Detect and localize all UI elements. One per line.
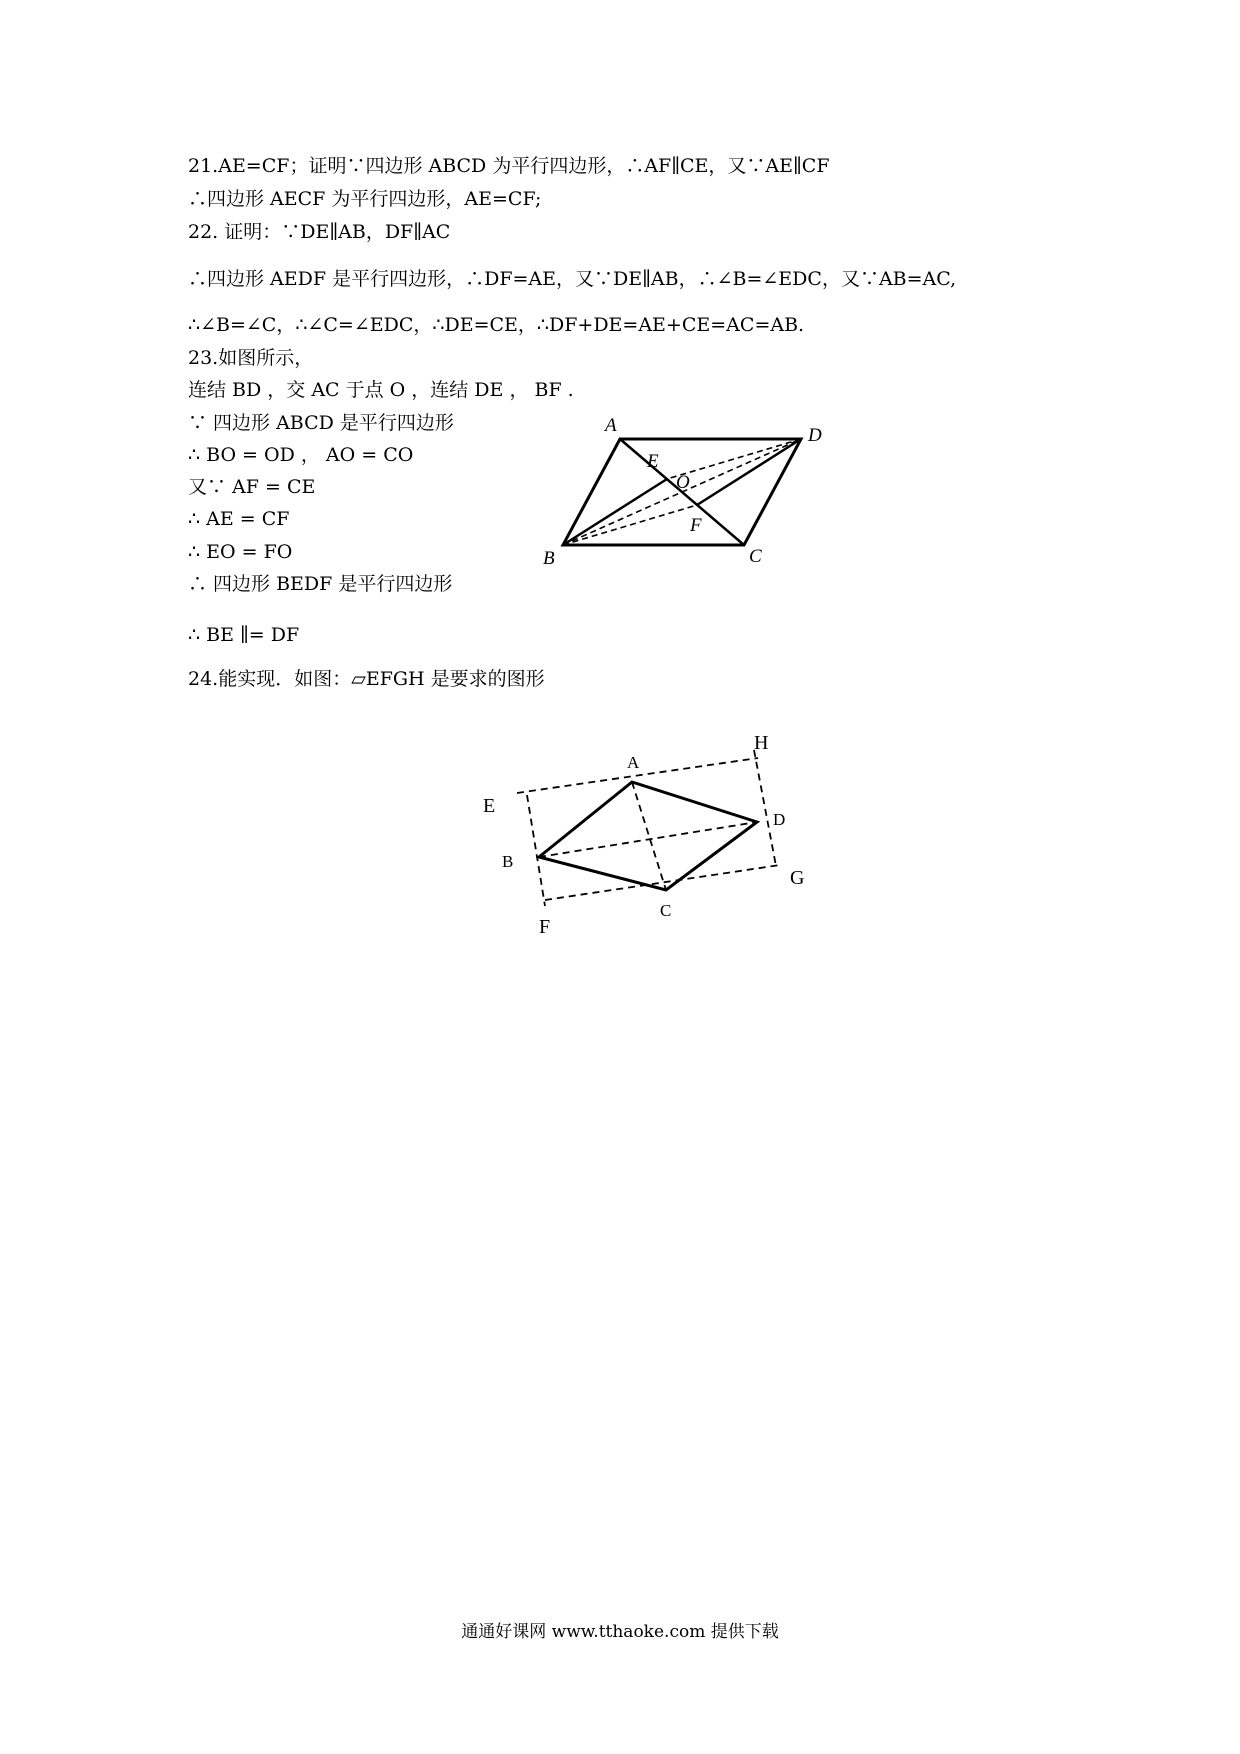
q23-step-4: 又∵ AF = CE: [188, 476, 316, 498]
q23-step-6: ∴ EO = FO: [188, 541, 293, 563]
dash-ef: [527, 795, 545, 906]
q24-efgh-figure: [470, 720, 820, 940]
label-e: E: [647, 451, 659, 472]
segment-df: [697, 439, 801, 505]
q21-line-2: ∴四边形 AECF 为平行四边形，AE=CF;: [188, 188, 542, 210]
label-e: E: [483, 795, 496, 817]
label-h: H: [754, 732, 769, 754]
label-b: B: [502, 852, 514, 871]
label-c: C: [749, 546, 762, 567]
label-o: O: [676, 472, 690, 493]
q23-step-3: ∴ BO = OD ， AO = CO: [188, 444, 414, 466]
label-d: D: [773, 810, 786, 829]
q23-step-5: ∴ AE = CF: [188, 508, 290, 530]
label-f: F: [539, 916, 551, 938]
page-footer: 通通好课网 www.tthaoke.com 提供下载: [461, 1622, 779, 1642]
dash-fg: [545, 865, 780, 900]
q23-step-8: ∴ BE ∥= DF: [188, 624, 300, 646]
q22-line-2: ∴四边形 AEDF 是平行四边形，∴DF=AE，又∵DE∥AB，∴∠B=∠EDC，又∵AB=AC,: [188, 268, 957, 290]
q22-line-3: ∴∠B=∠C，∴∠C=∠EDC，∴DE=CE，∴DF+DE=AE+CE=AC=AB.: [188, 314, 805, 336]
dash-hg: [754, 750, 776, 866]
q23-parallelogram-figure: [540, 410, 840, 580]
q21-line-1: 21.AE=CF；证明∵四边形 ABCD 为平行四边形，∴AF∥CE，又∵AE∥CF: [188, 155, 830, 177]
q22-line-1: 22. 证明：∵DE∥AB，DF∥AC: [188, 221, 451, 243]
q24-text: 24.能实现．如图：▱EFGH 是要求的图形: [188, 668, 545, 690]
label-c: C: [660, 901, 672, 920]
dash-bd: [539, 822, 757, 857]
label-d: D: [808, 425, 822, 446]
dash-ac: [632, 782, 666, 890]
q23-step-7: ∴ 四边形 BEDF 是平行四边形: [188, 573, 453, 595]
q23-header: 23.如图所示，: [188, 347, 314, 369]
label-g: G: [790, 867, 805, 889]
segment-be: [563, 479, 667, 545]
label-a: A: [605, 415, 617, 436]
label-f: F: [690, 515, 702, 536]
q23-step-1: 连结 BD ，交 AC 于点 O ，连结 DE ， BF .: [188, 379, 574, 401]
label-b: B: [543, 548, 555, 569]
segment-bf: [563, 505, 697, 545]
label-a: A: [627, 753, 640, 772]
q23-step-2: ∵ 四边形 ABCD 是平行四边形: [188, 412, 454, 434]
